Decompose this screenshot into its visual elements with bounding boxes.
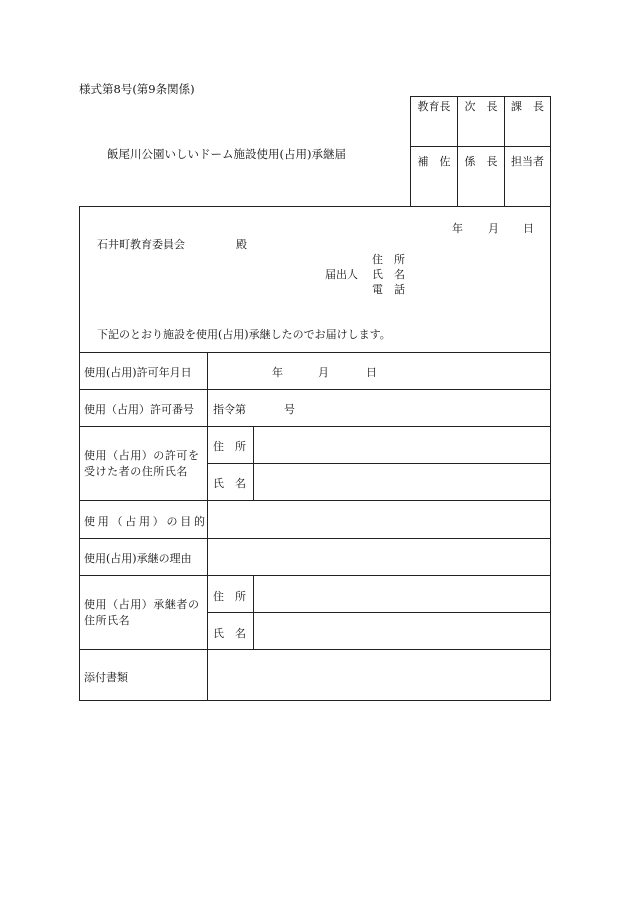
purpose-field[interactable] — [208, 501, 550, 538]
reason-label: 使用(占用)承継の理由 — [84, 552, 192, 565]
permit-number-label: 使用（占用）許可番号 — [84, 403, 194, 416]
attachments-label: 添付書類 — [84, 671, 128, 684]
permit-date-day: 日 — [366, 366, 377, 379]
header-date-day: 日 — [523, 222, 534, 235]
permit-date-month: 月 — [318, 366, 329, 379]
applicant-label: 届出人 — [325, 268, 358, 281]
permit-date-year: 年 — [272, 366, 283, 379]
header-date-month: 月 — [488, 222, 499, 235]
permit-date-field[interactable] — [208, 353, 550, 389]
applicant-phone-field[interactable] — [415, 279, 545, 293]
reason-field[interactable] — [208, 539, 550, 575]
applicant-phone-label: 電 話 — [372, 283, 405, 296]
approval-label-superintendent: 教育長 — [417, 100, 451, 113]
successor-name-label: 氏 名 — [213, 627, 246, 640]
permit-holder-name-label: 氏 名 — [213, 477, 246, 490]
approval-label-section-chief: 課 長 — [511, 100, 544, 113]
successor-label: 使用（占用）承継者の住所氏名 — [84, 598, 200, 627]
statement: 下記のとおり施設を使用(占用)承継したのでお届けします。 — [97, 328, 391, 341]
form-title: 飯尾川公園いしいドーム施設使用(占用)承継届 — [107, 147, 346, 161]
permit-holder-label: 使用（占用）の許可を受けた者の住所氏名 — [84, 449, 200, 478]
purpose-label: 使用（占用）の目的 — [84, 515, 208, 528]
permit-number-suffix: 号 — [284, 403, 295, 416]
approval-seal-superintendent[interactable] — [411, 115, 457, 145]
permit-holder-name-field[interactable] — [254, 464, 550, 500]
approval-seal-section-chief[interactable] — [505, 115, 550, 145]
applicant-name-field[interactable] — [415, 264, 545, 278]
applicant-address-field[interactable] — [415, 249, 545, 263]
applicant-address-label: 住 所 — [372, 253, 405, 266]
permit-holder-address-label: 住 所 — [213, 440, 246, 453]
applicant-name-label: 氏 名 — [372, 268, 405, 281]
approval-seal-staff[interactable] — [505, 170, 550, 205]
approval-label-staff: 担当者 — [511, 155, 544, 168]
attachments-field[interactable] — [208, 650, 550, 700]
approval-seal-subsection-chief[interactable] — [458, 170, 504, 205]
form-number: 様式第8号(第9条関係) — [79, 82, 195, 96]
approval-label-assistant: 補 佐 — [417, 155, 451, 168]
approval-seal-assistant[interactable] — [411, 170, 457, 205]
successor-address-label: 住 所 — [213, 590, 246, 603]
approval-label-subsection-chief: 係 長 — [464, 155, 498, 168]
honorific: 殿 — [236, 238, 247, 251]
permit-number-prefix: 指令第 — [213, 403, 246, 416]
approval-label-deputy: 次 長 — [464, 100, 498, 113]
permit-holder-address-field[interactable] — [254, 427, 550, 463]
permit-number-field[interactable] — [245, 390, 283, 426]
approval-seal-deputy[interactable] — [458, 115, 504, 145]
permit-date-label: 使用(占用)許可年月日 — [84, 366, 192, 379]
successor-name-field[interactable] — [254, 613, 550, 649]
addressee: 石井町教育委員会 — [97, 238, 185, 251]
header-date-year: 年 — [452, 222, 463, 235]
successor-address-field[interactable] — [254, 576, 550, 612]
